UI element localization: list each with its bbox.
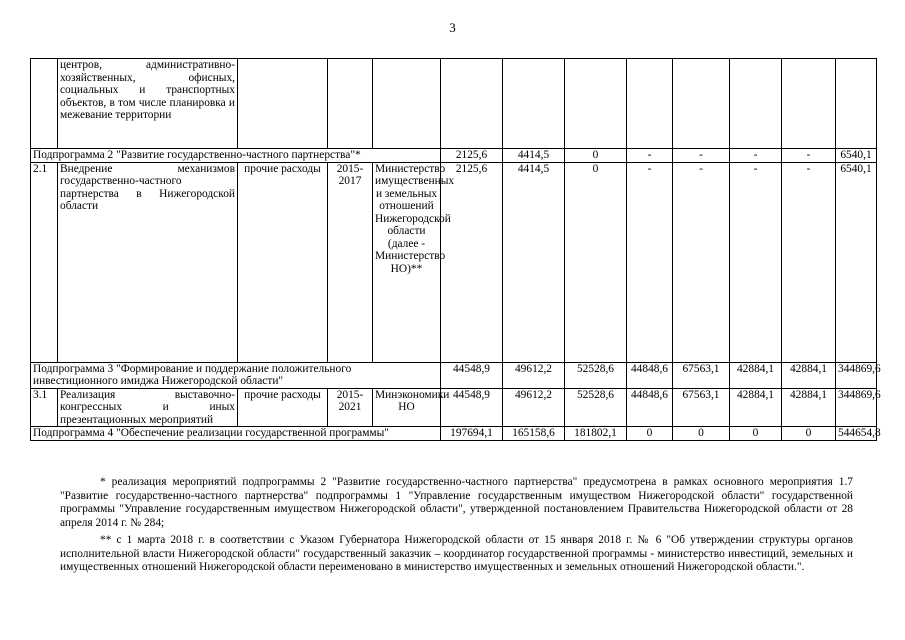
value-cell: 44848,6 <box>627 362 673 388</box>
value-cell: 165158,6 <box>503 427 565 441</box>
period: 2015-2021 <box>328 388 373 427</box>
value-cell: 197694,1 <box>441 427 503 441</box>
value-cell: 2125,6 <box>441 149 503 163</box>
cell-v5 <box>673 59 730 149</box>
value-cell: - <box>730 162 782 362</box>
value-cell: 0 <box>782 427 836 441</box>
value-cell: 0 <box>565 162 627 362</box>
value-cell: - <box>627 149 673 163</box>
value-cell: 49612,2 <box>503 362 565 388</box>
total-cell: 6540,1 <box>836 162 877 362</box>
value-cell: 52528,6 <box>565 388 627 427</box>
cell-v6 <box>730 59 782 149</box>
table-row-continuation <box>31 59 877 149</box>
value-cell: - <box>730 149 782 163</box>
period: 2015-2017 <box>328 162 373 362</box>
value-cell: 44548,9 <box>441 388 503 427</box>
value-cell: 0 <box>627 427 673 441</box>
cell-period <box>328 59 373 149</box>
executor: Министерство имущественных и земельных отношений Нижегородской области (далее - Министерство НО)** <box>373 162 441 362</box>
footnotes <box>60 476 853 575</box>
value-cell: - <box>782 162 836 362</box>
page-number: 3 <box>449 20 456 35</box>
cell-executor <box>373 59 441 149</box>
value-cell: 67563,1 <box>673 362 730 388</box>
value-cell: 2125,6 <box>441 162 503 362</box>
subprogram-row-2 <box>31 149 877 163</box>
subprogram-label: Подпрограмма 2 "Развитие государственно-частного партнерства"* <box>31 149 441 163</box>
footnote-2: ** с 1 марта 2018 г. в соответствии с Указом Губернатора Нижегородской области от 15 января 2018 г. № 6 "Об утверждении структуры органов исполнительной власти Нижегородской области" государственный заказчик – координатор государственной программы - министерство инвестиций, земельных и имущественных отношений Нижегородской области переименовано в министерство имущественных и земельных отношений Нижегородской области.". <box>60 534 853 573</box>
value-cell: 44848,6 <box>627 388 673 427</box>
value-cell: 44548,9 <box>441 362 503 388</box>
value-cell: 4414,5 <box>503 162 565 362</box>
executor: Минэкономики НО <box>373 388 441 427</box>
subprogram-label: Подпрограмма 3 "Формирование и поддержание положительного инвестиционного имиджа Нижегородской области" <box>31 362 441 388</box>
program-table <box>30 58 881 441</box>
table-row-2-1 <box>31 162 877 362</box>
value-cell: 42884,1 <box>782 362 836 388</box>
value-cell: 42884,1 <box>782 388 836 427</box>
value-cell: - <box>782 149 836 163</box>
value-cell: 49612,2 <box>503 388 565 427</box>
row-number: 2.1 <box>31 162 58 362</box>
value-cell: - <box>673 162 730 362</box>
value-cell: 42884,1 <box>730 362 782 388</box>
value-cell: - <box>627 162 673 362</box>
value-cell: 0 <box>730 427 782 441</box>
cell-v3 <box>565 59 627 149</box>
row-number: 3.1 <box>31 388 58 427</box>
value-cell: 42884,1 <box>730 388 782 427</box>
total-cell: 344869,6 <box>836 362 877 388</box>
expense-type: прочие расходы <box>238 162 328 362</box>
value-cell: 52528,6 <box>565 362 627 388</box>
total-cell: 6540,1 <box>836 149 877 163</box>
total-cell: 344869,6 <box>836 388 877 427</box>
value-cell: 181802,1 <box>565 427 627 441</box>
activity-name: Реализация выставочно-конгрессных и иных презентационных мероприятий <box>58 388 238 427</box>
table-row-3-1 <box>31 388 877 427</box>
subprogram-row-3 <box>31 362 877 388</box>
cell-num <box>31 59 58 149</box>
cell-v7 <box>782 59 836 149</box>
cell-v4 <box>627 59 673 149</box>
value-cell: - <box>673 149 730 163</box>
cell-v2 <box>503 59 565 149</box>
value-cell: 0 <box>565 149 627 163</box>
cell-type <box>238 59 328 149</box>
footnote-1: * реализация мероприятий подпрограммы 2 "Развитие государственно-частного партнерства" предусмотрена в рамках основного мероприятия 1.7 "Развитие государственно-частного партнерства" подпрограммы 1 "Управление государственным имуществом Нижегородской области" государственной программы "Управление государственным имуществом Нижегородской области", утвержденной постановлением Правительства Нижегородской области от 28 апреля 2014 г. № 284; <box>60 476 853 529</box>
cell-name: центров, административно-хозяйственных, офисных, социальных и транспортных объектов, в том числе планировка и межевание территории <box>58 59 238 149</box>
activity-name: Внедрение механизмов государственно-частного партнерства в Нижегородской области <box>58 162 238 362</box>
total-cell: 544654,8 <box>836 427 877 441</box>
subprogram-label: Подпрограмма 4 "Обеспечение реализации государственной программы" <box>31 427 441 441</box>
expense-type: прочие расходы <box>238 388 328 427</box>
subprogram-row-4 <box>31 427 877 441</box>
value-cell: 0 <box>673 427 730 441</box>
value-cell: 4414,5 <box>503 149 565 163</box>
cell-total <box>836 59 877 149</box>
value-cell: 67563,1 <box>673 388 730 427</box>
cell-v1 <box>441 59 503 149</box>
